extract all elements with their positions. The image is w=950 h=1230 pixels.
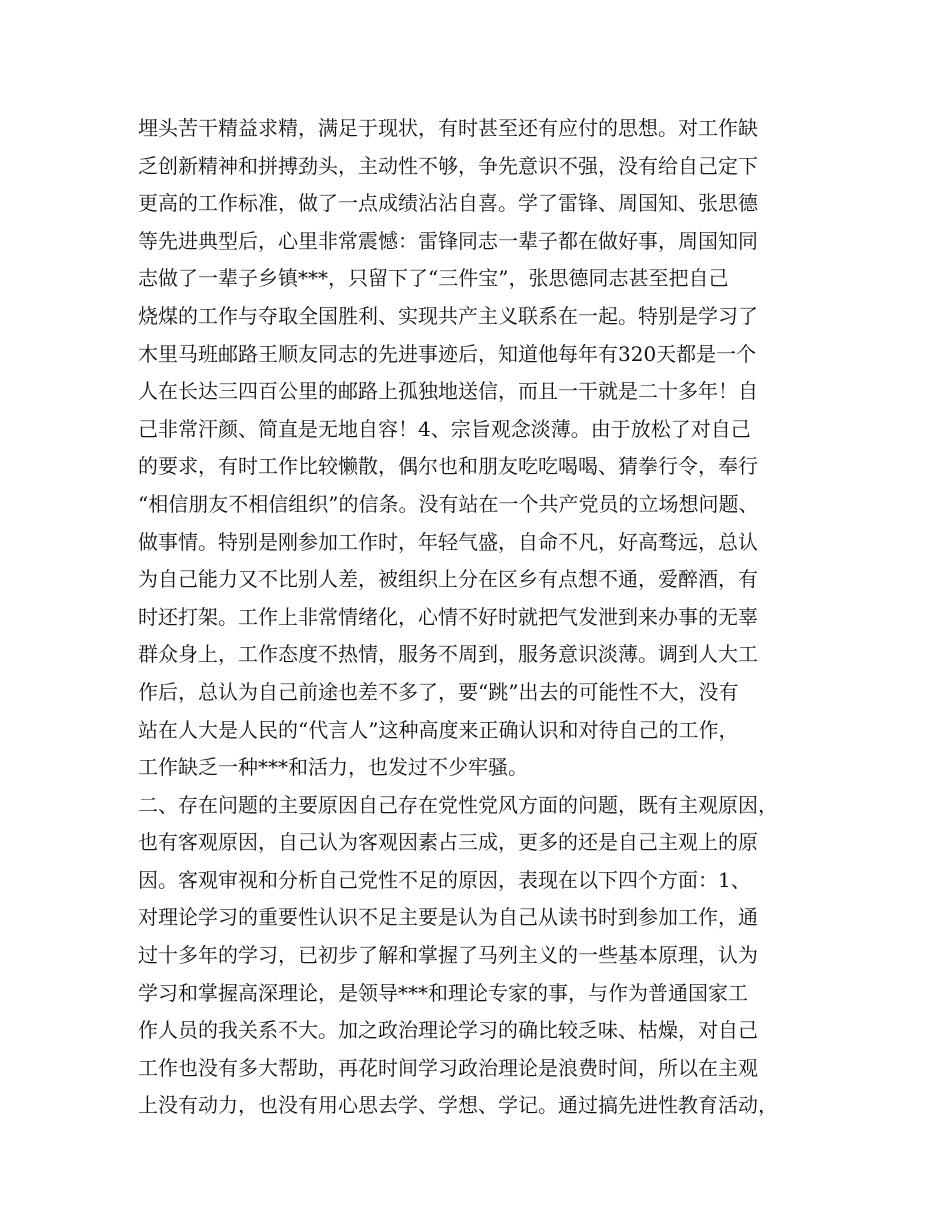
text-line: 为自己能力又不比别人差，被组织上分在区乡有点想不通，爱醉酒，有 <box>138 567 758 592</box>
text-line: 时还打架。工作上非常情绪化，心情不好时就把气发泄到来办事的无辜 <box>138 604 758 629</box>
text-line: 工作缺乏一种***和活力，也发过不少牢骚。 <box>138 755 528 780</box>
text-line: 埋头苦干精益求精，满足于现状，有时甚至还有应付的思想。对工作缺 <box>138 116 758 140</box>
text-line: 更高的工作标准，做了一点成绩沾沾自喜。学了雷锋、周国知、张思德 <box>138 191 758 216</box>
text-line: 烧煤的工作与夺取全国胜利、实现共产主义联系在一起。特别是学习了 <box>138 303 758 328</box>
document-body <box>138 110 838 1125</box>
text-line: 过十多年的学习，已初步了解和掌握了马列主义的一些基本原理，认为 <box>138 943 758 968</box>
text-line: 人在长达三四百公里的邮路上孤独地送信，而且一干就是二十多年！自 <box>138 379 758 404</box>
text-line: 作人员的我关系不大。加之政治理论学习的确比较乏味、枯燥，对自己 <box>138 1018 758 1043</box>
text-line: 因。客观审视和分析自己党性不足的原因，表现在以下四个方面：1、 <box>138 867 751 892</box>
text-line: 等先进典型后，心里非常震憾：雷锋同志一辈子都在做好事，周国知同 <box>138 228 758 253</box>
text-line: 上没有动力，也没有用心思去学、学想、学记。通过搞先进性教育活动， <box>138 1093 778 1118</box>
text-line: 群众身上，工作态度不热情，服务不周到，服务意识淡薄。调到人大工 <box>138 642 758 667</box>
text-line: 作后，总认为自己前途也差不多了，要“跳”出去的可能性不大，没有 <box>138 679 739 704</box>
text-line: 做事情。特别是刚参加工作时，年轻气盛，自命不凡，好高骛远，总认 <box>138 529 758 554</box>
text-line: 学习和掌握高深理论，是领导***和理论专家的事，与作为普通国家工 <box>138 980 748 1005</box>
text-line: 乏创新精神和拼搏劲头，主动性不够，争先意识不强，没有给自己定下 <box>138 153 758 178</box>
text-line: 也有客观原因，自己认为客观因素占三成，更多的还是自己主观上的原 <box>138 830 758 855</box>
text-line: 的要求，有时工作比较懒散，偶尔也和朋友吃吃喝喝、猜拳行令，奉行 <box>138 454 758 479</box>
text-line: 志做了一辈子乡镇***，只留下了“三件宝”，张思德同志甚至把自己 <box>138 266 729 291</box>
text-line: “相信朋友不相信组织”的信条。没有站在一个共产党员的立场想问题、 <box>138 491 759 516</box>
text-line: 木里马班邮路王顺友同志的先进事迹后，知道他每年有320天都是一个 <box>138 341 757 366</box>
text-line: 站在人大是人民的“代言人”这种高度来正确认识和对待自己的工作， <box>138 717 739 742</box>
text-line: 己非常汗颜、简直是无地自容！4、宗旨观念淡薄。由于放松了对自己 <box>138 416 751 441</box>
text-line: 工作也没有多大帮助，再花时间学习政治理论是浪费时间，所以在主观 <box>138 1055 758 1080</box>
text-line: 对理论学习的重要性认识不足主要是认为自己从读书时到参加工作，通 <box>138 905 758 930</box>
text-line: 二、存在问题的主要原因自己存在党性党风方面的问题，既有主观原因， <box>138 792 778 817</box>
